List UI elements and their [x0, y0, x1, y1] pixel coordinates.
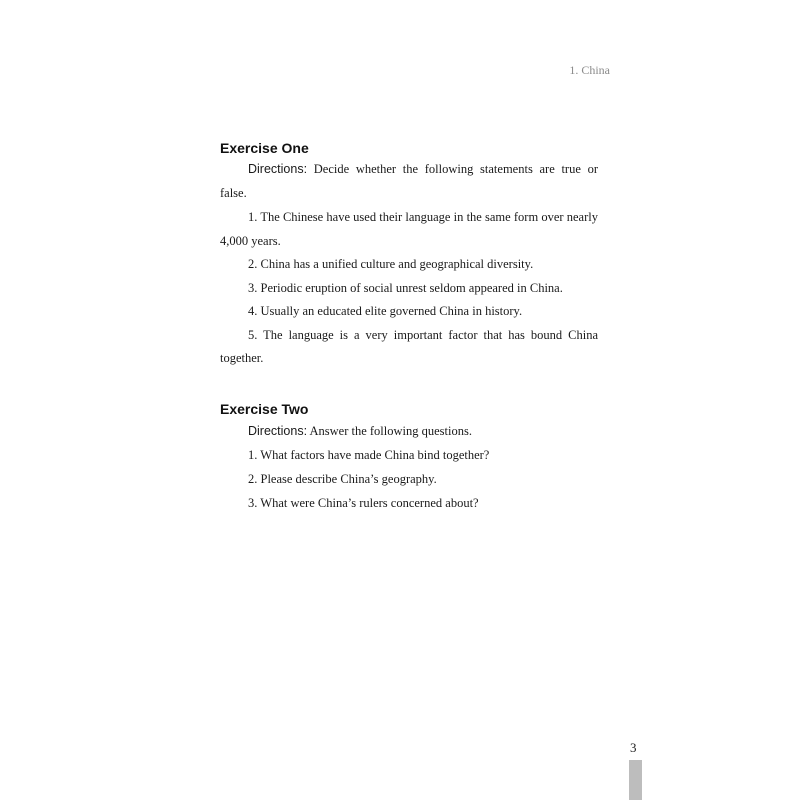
statement-5: 5. The language is a very important factor that has bound China together.	[220, 327, 598, 365]
statement-1: 1. The Chinese have used their language in the same form over nearly 4,000 years.	[220, 210, 598, 248]
question-1: 1. What factors have made China bind together?	[248, 447, 490, 462]
statement-3: 3. Periodic eruption of social unrest seldom appeared in China.	[248, 280, 563, 295]
directions-text: Answer the following questions.	[307, 423, 472, 438]
directions-label: Directions:	[248, 162, 308, 176]
exercise-two-directions	[220, 419, 598, 443]
statement-2: 2. China has a unified culture and geographical diversity.	[248, 257, 534, 271]
exercise-one-items	[220, 206, 598, 371]
exercise-two-heading: Exercise Two	[220, 400, 309, 417]
exercise-one-section	[220, 138, 598, 371]
thumb-tab	[629, 760, 642, 800]
statement-4: 4. Usually an educated elite governed China in history.	[248, 304, 523, 318]
exercise-two-section	[220, 399, 598, 515]
question-3: 3. What were China’s rulers concerned about?	[248, 495, 479, 510]
page-content	[220, 138, 598, 515]
exercise-one-heading: Exercise One	[220, 140, 309, 156]
directions-text: Decide whether the following statements are true or false.	[220, 162, 598, 200]
page-number: 3	[630, 740, 637, 755]
directions-label: Directions:	[248, 423, 308, 438]
exercise-one-directions	[220, 158, 598, 205]
question-2: 2. Please describe China’s geography.	[248, 471, 437, 486]
running-head: 1. China	[569, 63, 610, 77]
